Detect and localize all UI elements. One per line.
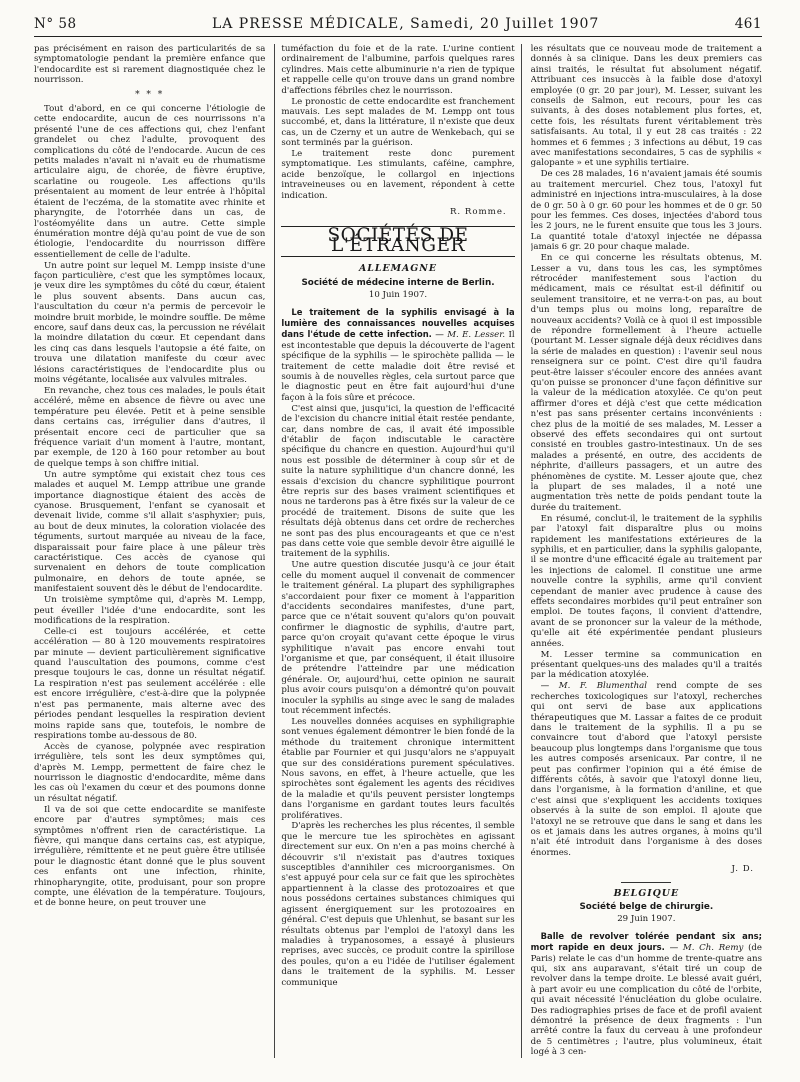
column-middle <box>274 44 521 1058</box>
column-left <box>34 44 265 1058</box>
paragraph: Le traitement reste donc purement symptomatique. Les stimulants, caféine, camphre, acide benzoïque, le collargol en injections intraveineuses ou en lavement, répondent à cette indication. <box>281 149 515 201</box>
paragraph: De ces 28 malades, 16 n'avaient jamais été soumis au traitement mercuriel. Chez tous, l'atoxyl fut administré en injections intra-musculaires, à la dose de 0 gr. 50 à 0 gr. 60 pour les hommes et de 0 gr. 50 pour les femmes. Ces doses, injectées d'abord tous les 2 jours, ne le furent ensuite que tous les 3 jours. La quantité totale d'atoxyl injectée ne dépassa jamais 6 gr. 20 pour chaque malade. <box>530 169 763 253</box>
paragraph: Un autre point sur lequel M. Lempp insiste d'une façon particulière, c'est que les symptômes locaux, je veux dire les symptômes du côté du cœur, étaient le plus souvent absents. Dans aucun cas, l'auscultation du cœur n'a permis de percevoir le moindre bruit morbide, le moindre souffle. De même encore, sauf dans deux cas, la percussion ne révélait la moindre dilatation du cœur. Et cependant dans les cinq cas dans lesquels l'autopsie a été faite, on trouva une dilatation manifeste du cœur avec lésions caractéristiques de l'endocardite plus ou moins végétante, localisée aux valvules mitrales. <box>34 260 266 386</box>
paragraph-text: rend compte de ses recherches toxicologiques sur l'atoxyl, recherches qui ont servi de base aux applications thérapeutiques que M. Lassar a faites de ce produit dans le traitement de la syphilis. Il a pu se convaincre tout d'abord que l'atoxyl persiste beaucoup plus longtemps dans l'organisme que tous les autres composés arsenicaux. Par contre, il ne peut pas confirmer l'opinion qui a été émise de différents côtés, à savoir que l'atoxyl donne lieu, dans l'organisme, à la formation d'aniline, et que c'est ainsi que s'expliquent les accidents toxiques observés à la suite de son emploi. Il ajoute que l'atoxyl ne se retrouve que dans le sang et dans les os et jamais dans les autres organes, à moins qu'il n'ait été introduit dans l'organisme à des doses énormes. <box>530 681 763 858</box>
text-columns <box>34 44 762 1058</box>
society-heading: Société belge de chirurgie. <box>579 902 714 912</box>
article-lead <box>281 307 514 404</box>
paragraph: Accès de cyanose, polypnée avec respiration irrégulière, tels sont les deux symptômes qui, d'après M. Lempp, permettent de faire chez le nourrisson le diagnostic d'endocardite, même dans les cas où l'examen du cœur et des poumons donne un résultat négatif. <box>34 741 266 804</box>
page-number: 461 <box>734 16 762 32</box>
article-lead-text: Il est incontestable que depuis la découverte de l'agent spécifique de la syphilis — le spirochète pallida — le traitement de cette maladie doit être revisé et soumis à de nouvelles règles, cela surtout parce que le diagnostic peut en être fait aujourd'hui d'une façon à la fois sûre et précoce. <box>281 330 515 403</box>
article-lead-text: (de Paris) relate le cas d'un homme de trente-quatre ans qui, six ans auparavant, s'était tiré un coup de revolver dans la tempe droite. Le blessé avait guéri, à part avoir eu une complication du côté de l'orbite, qui avait nécessité l'énucléation du globe oculaire. Des radiographies prises de face et de profil avaient démontré la présence de deux fragments : l'un arrêté contre la faux du cerveau à une profondeur de 5 centimètres ; l'autre, plus volumineux, était logé à 3 cen- <box>530 943 763 1058</box>
article-signature: R. Romme. <box>449 207 507 218</box>
session-date: 10 Juin 1907. <box>368 290 428 301</box>
section-title: SOCIÉTÉS DE L'ÉTRANGER <box>281 226 514 258</box>
article-lead-author: — M. Ch. Remy <box>664 943 744 954</box>
article-lead-title: Le traitement de la syphilis envisagé à la lumière des connaissances nouvelles acquises dans l'étude de cette infection. <box>281 306 515 340</box>
paragraph: Celle-ci est toujours accélérée, et cette accélération — 80 à 120 mouvements respiratoires par minute — devient particulièrement significative quand l'auscultation des poumons, comme c'est presque toujours le cas, donne un résultat négatif. La respiration n'est pas seulement accélérée : elle est encore irrégulière, c'est-à-dire que la polypnée n'est pas permanente, mais alterne avec des périodes pendant lesquelles la respiration devient moins rapide sans que, toutefois, le nombre de respirations tombe au-dessous de 80. <box>34 626 266 741</box>
article-initials: J. D. <box>731 864 755 875</box>
journal-title: LA PRESSE MÉDICALE, Samedi, 20 Juillet 1907 <box>211 16 600 32</box>
country-heading: BELGIQUE <box>613 887 680 899</box>
paragraph: tuméfaction du foie et de la rate. L'urine contient ordinairement de l'albumine, parfois quelques rares cylindres. Mais cette albuminurie n'a rien de typique et rappelle celle qu'on trouve dans un grand nombre d'affections fébriles chez le nourrisson. <box>281 44 515 96</box>
asterism-separator: * * * <box>135 89 165 100</box>
paragraph <box>531 681 762 858</box>
paragraph: Un troisième symptôme qui, d'après M. Lempp, peut éveiller l'idée d'une endocardite, sont les modifications de la respiration. <box>34 595 266 626</box>
divider <box>621 882 671 883</box>
society-heading: Société de médecine interne de Berlin. <box>301 277 495 288</box>
column-right <box>531 44 762 1058</box>
page-header <box>34 16 762 37</box>
article-lead-author: — M. E. Lesser. <box>431 330 506 341</box>
paragraph-author: — M. F. Blumenthal <box>540 681 647 692</box>
paragraph: Le pronostic de cette endocardite est franchement mauvais. Les sept malades de M. Lempp ont tous succombé, et, dans la littérature, il n'existe que deux cas, un de Czerny et un autre de Wenkebach, qui se sont terminés par la guérison. <box>281 96 515 149</box>
paragraph: les résultats que ce nouveau mode de traitement a donnés à sa clinique. Dans les deux premiers cas ainsi traités, le résultat fut absolument négatif. Attribuant ces insuccès à la faible dose d'atoxyl employée (0 gr. 20 par jour), M. Lesser, suivant les conseils de Salmon, eut recours, pour les cas suivants, à des doses notablement plus fortes, et, cette fois, les résultats furent véritablement très satisfaisants. Au total, il y eut 28 cas traités : 22 hommes et 6 femmes ; 3 infections au début, 19 cas avec manifestations secondaires, 5 cas de syphilis « galopante » et une syphilis tertiaire. <box>530 44 763 169</box>
session-date: 29 Juin 1907. <box>617 914 676 925</box>
paragraph: En revanche, chez tous ces malades, le pouls était accéléré, même en absence de fièvre ou avec une température peu élevée. Petit et à peine sensible dans certains cas, irrégulier dans d'autres, il présentait encore ceci de particulier que sa fréquence variait d'un moment à l'autre, montant, par exemple, de 120 à 160 pour retomber au bout de quelque temps à son chiffre initial. <box>34 386 266 469</box>
paragraph: Il va de soi que cette endocardite se manifeste encore par d'autres symptômes; mais ces symptômes n'offrent rien de caractéristique. La fièvre, qui manque dans certains cas, est atypique, irrégulière, rémittente et ne peut guère être utilisée pour le diagnostic étant donné que le plus souvent ces enfants ont une infection, rhinite, rhinopharyngite, otite, produisant, pour son propre compte, une élévation de la température. Toujours, et de bonne heure, on peut trouver une <box>34 804 266 909</box>
paragraph: Un autre symptôme qui existait chez tous ces malades et auquel M. Lempp attribue une grande importance diagnostique étaient des accès de cyanose. Brusquement, l'enfant se cyanosait et devenait livide, comme s'il allait s'asphyxier; puis, au bout de deux minutes, la coloration violacée des téguments, surtout marquée au niveau de la face, disparaissait pour faire place à une pâleur très caractéristique. Ces accès de cyanose qui survenaient en dehors de toute complication pulmonaire, en dehors de toute apnée, se manifestaient souvent dès le début de l'endocardite. <box>34 469 266 595</box>
article-lead <box>531 931 762 1058</box>
paragraph: M. Lesser termine sa communication en présentant quelques-uns des malades qu'il a traités par la médication atoxylée. <box>530 649 763 681</box>
paragraph: En résumé, conclut-il, le traitement de la syphilis par l'atoxyl fait disparaître plus ou moins rapidement les manifestations extérieures de la syphilis, et en particulier, dans la syphilis galopante, il se montre d'une efficacité égale au traitement par les injections de calomel. Il constitue une arme nouvelle contre la syphilis, arme qu'il convient cependant de manier avec prudence à cause des effets secondaires morbides qu'il peut entraîner son emploi. De toutes façons, il convient d'attendre, avant de se prononcer sur la valeur de la méthode, qu'elle ait été expérimentée pendant plusieurs années. <box>530 513 763 649</box>
paragraph: Une autre question discutée jusqu'à ce jour était celle du moment auquel il convenait de commencer le traitement général. La plupart des syphiligraphes s'accordaient pour fixer ce moment à l'apparition d'accidents secondaires manifestes, d'une part, parce que ce n'était souvent qu'alors qu'on pouvait confirmer le diagnostic de syphilis, d'autre part, parce qu'on croyait qu'avant cette époque le virus syphilitique n'avait pas encore envahi tout l'organisme et que, par conséquent, il était illusoire de prétendre l'atteindre par une médication générale. Or, aujourd'hui, cette opinion ne saurait plus avoir cours puisqu'on a démontré qu'on pouvait inoculer la syphilis au singe avec le sang de malades tout récemment infectés. <box>281 560 515 716</box>
paragraph: pas précisément en raison des particularités de sa symptomatologie pendant la première enfance que l'endocardite est si rarement diagnostiquée chez le nourrisson. <box>34 44 266 86</box>
country-heading: ALLEMAGNE <box>359 263 437 275</box>
paragraph: D'après les recherches les plus récentes, il semble que le mercure tue les spirochètes en agissant directement sur eux. On n'en a pas moins cherché à découvrir s'il n'existait pas d'autres toxiques susceptibles d'annihiler ces microorganismes. On s'est appuyé pour cela sur ce fait que les spirochètes appartiennent à la classe des protozoaires et que nous possédons certaines substances chimiques qui agissent énergiquement sur les protozoaires en général. C'est depuis que Uhlenhut, se basant sur les résultats obtenus par l'emploi de l'atoxyl dans les maladies à trypanosomes, a essayé à plusieurs reprises, avec succès, ce produit contre la spirillose des poules, qu'on a eu l'idée de l'utiliser également dans le traitement de la syphilis. M. Lesser communique <box>281 821 515 988</box>
issue-number: N° 58 <box>34 16 77 32</box>
paragraph: Tout d'abord, en ce qui concerne l'étiologie de cette endocardite, aucun de ces nourrissons n'a présenté l'une de ces affections qui, chez l'enfant grandelet ou chez l'adulte, provoquent des complications du côté de l'endocarde. Aucun de ces petits malades n'avait ni n'avait eu de rhumatisme articulaire aigu, de chorée, de fièvre éruptive, scarlatine ou rougeole. Les affections qu'ils présentaient au moment de leur entrée à l'hôpital étaient de l'eczéma, de la stomatite avec rhinite et pharyngite, de l'otorrhée dans un cas, de l'ostéomyélite dans un autre. Cette simple énumération montre déjà qu'au point de vue de son étiologie, l'endocardite du nourrisson diffère essentiellement de celle de l'adulte. <box>34 104 266 260</box>
paragraph: Les nouvelles données acquises en syphiligraphie sont venues également démontrer le bien fondé de la méthode du traitement chronique intermittent établie par Fournier et qui jusqu'alors ne s'appuyait que sur des considérations purement spéculatives. Nous savons, en effet, à l'heure actuelle, que les spirochètes sont également les agents des récidives de la maladie et qu'ils peuvent persister longtemps dans l'organisme en gardant toutes leurs facultés prolifératives. <box>281 716 515 821</box>
article-lead-title: Balle de revolver tolérée pendant six ans; mort rapide en deux jours. <box>530 930 763 953</box>
paragraph: C'est ainsi que, jusqu'ici, la question de l'efficacité de l'excision du chancre initial était restée pendante, car, dans nombre de cas, il avait été impossible d'établir de façon indiscutable le caractère spécifique du chancre en question. Aujourd'hui qu'il nous est possible de déterminer à coup sûr et de suite la nature syphilitique d'un chancre donné, les essais d'excision du chancre syphilitique pourront être repris sur des bases vraiment scientifiques et nous ne tarderons pas à être fixés sur la valeur de ce procédé de traitement. Disons de suite que les résultats déjà obtenus dans cet ordre de recherches ne sont pas des plus encourageants et que ce n'est pas dans cette voie que semble devoir être aiguillé le traitement de la syphilis. <box>281 403 515 560</box>
paragraph: En ce qui concerne les résultats obtenus, M. Lesser a vu, dans tous les cas, les symptômes rétrocéder manifestement sous l'action du médicament, mais ce résultat est-il définitif ou seulement transitoire, et ne verra-t-on pas, au bout d'un temps plus ou moins long, reparaître de nouveaux accidents? Voilà ce à quoi il est impossible de répondre formellement à l'heure actuelle (pourtant M. Lesser signale déjà deux récidives dans la série de malades en question) : l'avenir seul nous renseignera sur ce point. C'est dire qu'il faudra peut-être laisser s'écouler encore des années avant qu'on puisse se prononcer d'une façon définitive sur la valeur de la médication atoxylée. Ce qu'on peut affirmer d'ores et déjà c'est que cette médication n'est pas sans présenter certains inconvénients : chez plus de la moitié de ses malades, M. Lesser a observé des effets secondaires qui ont surtout consisté en troubles gastro-intestinaux. Un de ses malades a présenté, en outre, des accidents de néphrite, d'ailleurs passagers, et un autre des phénomènes de cystite. M. Lesser ajoute que, chez la plupart de ses malades, il a noté une augmentation très nette de poids pendant toute la durée du traitement. <box>530 253 763 513</box>
